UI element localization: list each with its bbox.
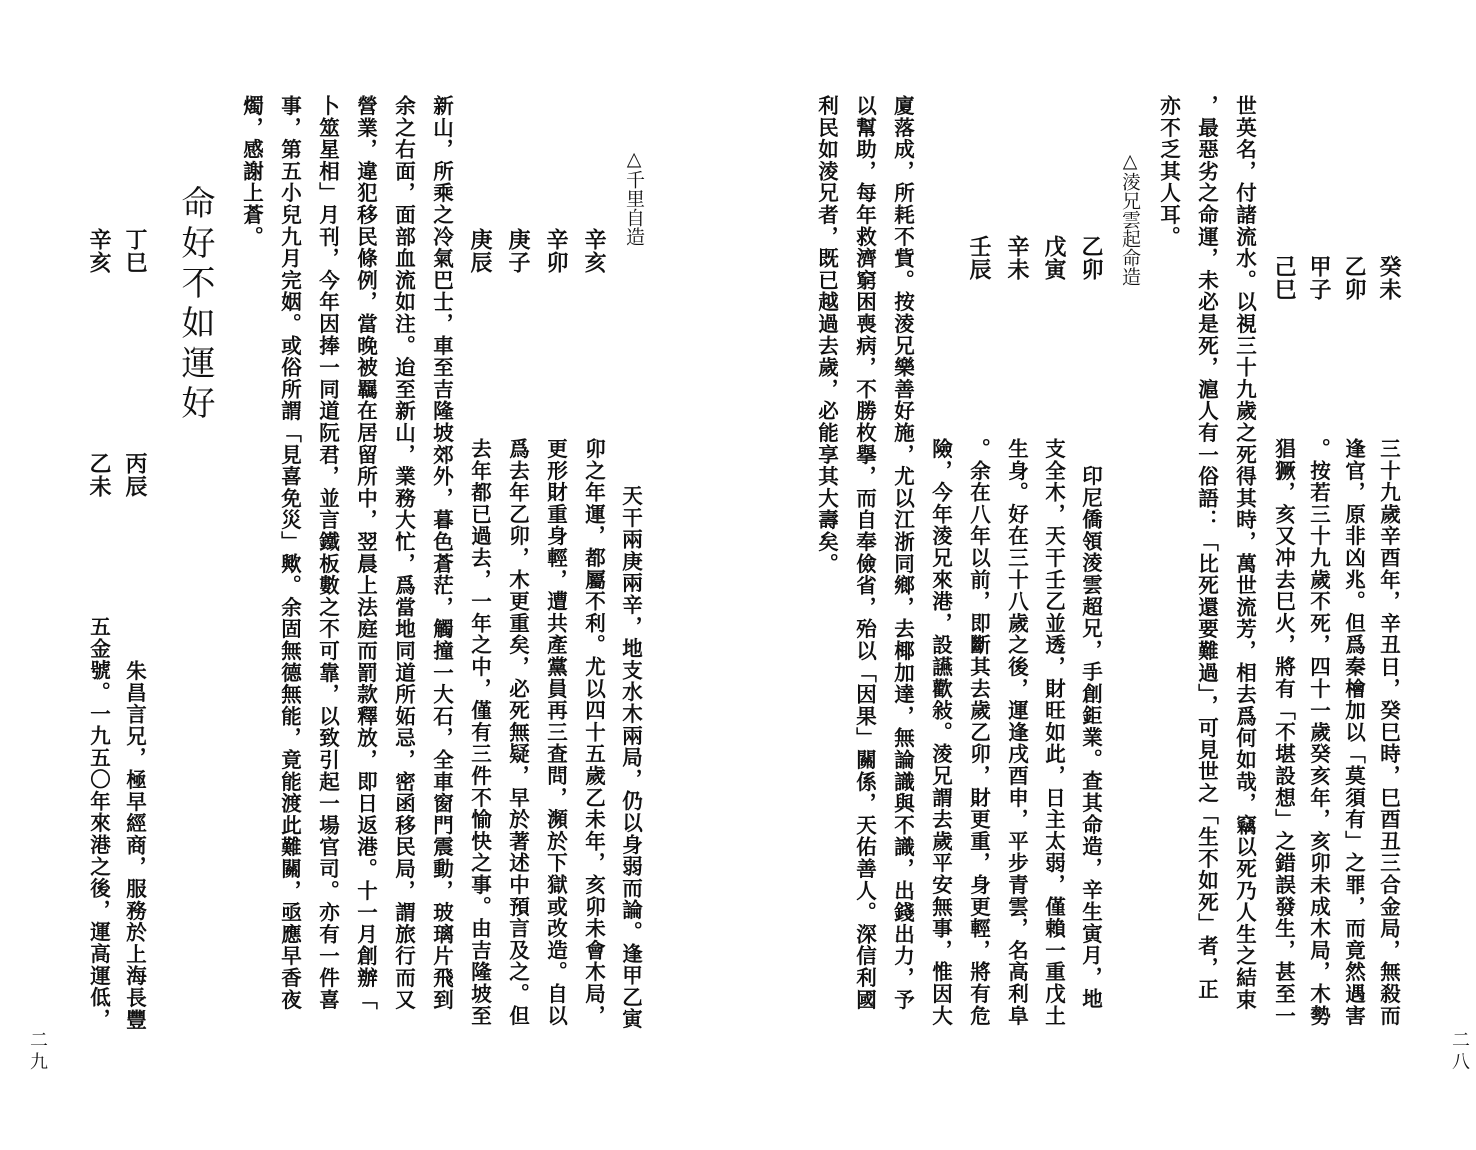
body-text-line: 朱昌言兄，極早經商，服務於上海長豐	[122, 660, 147, 1031]
pillar: 丙辰	[122, 452, 148, 498]
body-text-line: 生身。好在三十八歲之後，運逢戌酉申，平步青雲，名高利阜	[1004, 438, 1029, 1027]
body-text-line: 廈落成，所耗不貲。按淩兄樂善好施，尤以江浙同鄉，去椰加達，無論識與不識，出錢出力，予	[890, 95, 915, 1011]
body-text-line: 天干兩庚兩辛，地支水木兩局，仍以身弱而論。逢甲乙寅	[618, 485, 643, 1030]
pillar: 己巳	[1271, 255, 1297, 301]
body-text-line: 爲去年乙卯，木更重矣，必死無疑，早於著述中預言及之。但	[505, 438, 530, 1027]
body-text-line: 事，第五小兒九月完姻。或俗所謂「見喜免災」歟。余固無德無能，竟能渡此難關，亟應早香夜	[277, 95, 302, 1011]
body-text-line: 世英名，付諸流水。以視三十九歲之死得其時，萬世流芳，相去爲何如哉，竊以死乃人生之結束	[1232, 95, 1257, 1011]
pillar: 辛卯	[543, 228, 569, 274]
body-text-line: 卜筮星相」月刊，今年因捧一同道阮君，並言鐵板數之不可靠，以致引起一場官司。亦有一件喜	[315, 95, 340, 1011]
page-number: 二八	[1449, 1030, 1470, 1074]
section-heading: △千里自造	[623, 148, 645, 246]
body-text-line: 以幫助，每年救濟窮困喪病，不勝枚擧，而自奉儉省，殆以「因果」關係，天佑善人。深信利國	[852, 95, 877, 1011]
pillar: 乙卯	[1341, 255, 1367, 301]
body-text-line: 余之右面，面部血流如注。迨至新山，業務大忙，爲當地同道所妬忌，密函移民局，謂旅行而又	[391, 95, 416, 1011]
section-heading: △淩兄雲起命造	[1119, 150, 1141, 286]
body-text-line: 猖獗，亥又冲去巳火，將有「不堪設想」之錯誤發生，甚至一	[1271, 438, 1296, 1027]
body-text-line: ，最惡劣之命運，未必是死，滬人有一俗語：「比死還要難過」，可見世之「生不如死」者，正	[1194, 95, 1219, 1001]
pillar: 庚子	[505, 228, 531, 274]
page-28	[738, 0, 1476, 1150]
body-text-line: 。按若三十九歲不死，四十一歲癸亥年，亥卯未成木局，木勢	[1306, 438, 1331, 1027]
body-text-line: 逢官，原非凶兆。但爲秦檜加以「莫須有」之罪，而竟然遇害	[1341, 438, 1366, 1027]
body-text-line: 亦不乏其人耳。	[1156, 95, 1181, 248]
pillar: 丁巳	[122, 228, 148, 274]
body-text-line: 五金號。一九五〇年來港之後，運高運低，	[86, 616, 111, 1031]
pillar: 癸未	[1376, 255, 1402, 301]
body-text-line: 。余在八年以前，即斷其去歲乙卯，財更重，身更輕，將有危	[966, 438, 991, 1027]
pillar: 乙卯	[1078, 235, 1104, 281]
body-text-line: 卯之年運，都屬不利。尤以四十五歲乙未年，亥卯未會木局，	[581, 438, 606, 1027]
chapter-title: 命好不如運好	[175, 185, 215, 425]
body-text-line: 新山，所乘之冷氣巴士，車至吉隆坡郊外，暮色蒼茫，觸撞一大石，全車窗門震動，玻璃片飛到	[429, 95, 454, 1011]
pillar: 辛未	[1004, 235, 1030, 281]
pillar: 乙未	[86, 452, 112, 498]
body-text-line: 印尼僑領淩雲超兄，手創鉅業。查其命造，辛生寅月，地	[1078, 465, 1103, 1010]
page-number: 二九	[27, 1030, 48, 1074]
body-text-line: 營業，違犯移民條例，當晚被羈在居留所中，翌晨上法庭而罰款釋放，即日返港。十一月創辦「	[353, 95, 378, 1011]
body-text-line: 支全木，天干壬乙並透，財旺如此，日主太弱，僅賴一重戊土	[1041, 438, 1066, 1027]
body-text-line: 更形財重身輕，遭共產黨員再三査問，瀕於下獄或改造。自以	[543, 438, 568, 1027]
body-text-line: 三十九歲辛酉年，辛丑日，癸巳時，巳酉丑三合金局，無殺而	[1376, 438, 1401, 1027]
pillar: 辛亥	[86, 228, 112, 274]
body-text-line: 燭，感謝上蒼。	[239, 95, 264, 248]
body-text-line: 利民如淩兄者，既已越過去歲，必能享其大壽矣。	[814, 95, 839, 575]
pillar: 庚辰	[467, 228, 493, 274]
pillar: 甲子	[1306, 255, 1332, 301]
pillar: 壬辰	[966, 235, 992, 281]
body-text-line: 去年都已過去，一年之中，僅有三件不愉快之事。由吉隆坡至	[467, 438, 492, 1027]
body-text-line: 險，今年淩兄來港，設讌歡敍。淩兄謂去歲平安無事，惟因大	[928, 438, 953, 1027]
pillar: 戊寅	[1041, 235, 1067, 281]
pillar: 辛亥	[581, 228, 607, 274]
